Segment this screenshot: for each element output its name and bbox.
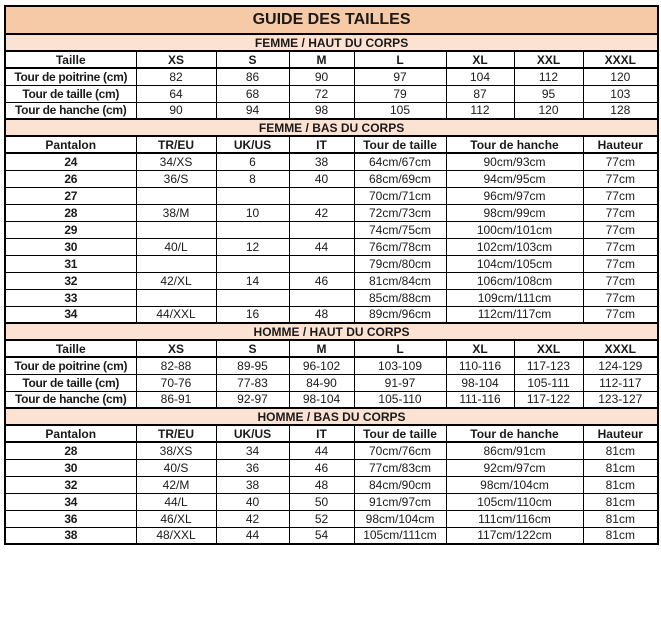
value-cell: 81cm [583,442,658,459]
value-cell [136,289,216,306]
column-header: Tour de taille [354,425,446,442]
value-cell: 105cm/111cm [354,527,446,544]
value-cell: 77cm [583,187,658,204]
value-cell: 54 [289,527,354,544]
value-cell: 44 [289,442,354,459]
column-header-row [5,51,658,68]
value-cell: 36/S [136,170,216,187]
value-cell: 52 [289,510,354,527]
value-cell: 68 [216,85,289,102]
table-row [5,357,658,374]
value-cell: 86-91 [136,391,216,408]
column-header: XS [136,51,216,68]
value-cell: 77cm [583,289,658,306]
value-cell: 90 [136,102,216,119]
value-cell: 82 [136,68,216,85]
value-cell: 87 [446,85,514,102]
table-row [5,85,658,102]
value-cell: 42 [289,204,354,221]
value-cell: 120 [583,68,658,85]
row-label-cell: 31 [5,255,136,272]
value-cell: 74cm/75cm [354,221,446,238]
section-heading: HOMME / HAUT DU CORPS [5,323,658,340]
value-cell: 112-117 [583,374,658,391]
value-cell: 34 [216,442,289,459]
column-header: Tour de hanche [446,136,583,153]
value-cell: 112cm/117cm [446,306,583,323]
value-cell: 16 [216,306,289,323]
value-cell: 12 [216,238,289,255]
value-cell: 48 [289,306,354,323]
value-cell: 77cm/83cm [354,459,446,476]
value-cell: 98cm/99cm [446,204,583,221]
value-cell: 40 [216,493,289,510]
value-cell: 104cm/105cm [446,255,583,272]
value-cell: 48/XXL [136,527,216,544]
value-cell [289,255,354,272]
value-cell: 46/XL [136,510,216,527]
value-cell: 112 [446,102,514,119]
value-cell: 36 [216,459,289,476]
table-row [5,459,658,476]
column-header: IT [289,425,354,442]
column-header: Tour de taille [354,136,446,153]
value-cell: 38 [289,153,354,170]
value-cell: 81cm [583,527,658,544]
value-cell: 42/M [136,476,216,493]
value-cell: 105 [354,102,446,119]
table-row [5,527,658,544]
table-row [5,272,658,289]
table-row [5,306,658,323]
table-row [5,493,658,510]
section-band [5,323,658,340]
value-cell: 98-104 [289,391,354,408]
row-label-cell: 38 [5,527,136,544]
row-label-cell: 29 [5,221,136,238]
value-cell [289,221,354,238]
value-cell: 81cm [583,510,658,527]
value-cell [136,187,216,204]
value-cell: 86 [216,68,289,85]
value-cell: 84cm/90cm [354,476,446,493]
row-label-cell: 28 [5,442,136,459]
value-cell: 14 [216,272,289,289]
value-cell: 111cm/116cm [446,510,583,527]
value-cell [216,255,289,272]
value-cell: 38/M [136,204,216,221]
column-header: S [216,51,289,68]
value-cell: 77cm [583,221,658,238]
value-cell: 124-129 [583,357,658,374]
column-header: Hauteur [583,136,658,153]
column-header: XS [136,340,216,357]
value-cell: 42/XL [136,272,216,289]
value-cell: 76cm/78cm [354,238,446,255]
value-cell: 105-111 [514,374,583,391]
value-cell: 105cm/110cm [446,493,583,510]
column-header: UK/US [216,425,289,442]
column-header: TR/EU [136,136,216,153]
value-cell: 77-83 [216,374,289,391]
value-cell: 77cm [583,204,658,221]
column-header: L [354,340,446,357]
table-row [5,102,658,119]
table-row [5,153,658,170]
value-cell: 89cm/96cm [354,306,446,323]
value-cell: 112 [514,68,583,85]
value-cell: 81cm [583,476,658,493]
value-cell: 81cm [583,459,658,476]
value-cell: 117-122 [514,391,583,408]
value-cell: 89-95 [216,357,289,374]
value-cell: 81cm [583,493,658,510]
column-header: Taille [5,51,136,68]
column-header: IT [289,136,354,153]
row-label-cell: Tour de poitrine (cm) [5,68,136,85]
value-cell: 98cm/104cm [354,510,446,527]
value-cell: 68cm/69cm [354,170,446,187]
table-row [5,255,658,272]
value-cell: 117cm/122cm [446,527,583,544]
value-cell: 123-127 [583,391,658,408]
value-cell: 48 [289,476,354,493]
value-cell: 128 [583,102,658,119]
value-cell: 90 [289,68,354,85]
row-label-cell: Tour de taille (cm) [5,374,136,391]
value-cell: 77cm [583,170,658,187]
row-label-cell: Tour de hanche (cm) [5,391,136,408]
value-cell: 38/XS [136,442,216,459]
value-cell: 8 [216,170,289,187]
value-cell: 100cm/101cm [446,221,583,238]
value-cell: 44/XXL [136,306,216,323]
value-cell: 44 [216,527,289,544]
value-cell: 6 [216,153,289,170]
value-cell: 97 [354,68,446,85]
value-cell [216,187,289,204]
value-cell: 40/L [136,238,216,255]
table-row [5,204,658,221]
value-cell: 46 [289,459,354,476]
value-cell: 38 [216,476,289,493]
column-header: XXL [514,340,583,357]
value-cell [289,289,354,306]
value-cell: 92cm/97cm [446,459,583,476]
column-header: UK/US [216,136,289,153]
row-label-cell: Tour de taille (cm) [5,85,136,102]
value-cell: 77cm [583,238,658,255]
value-cell: 111-116 [446,391,514,408]
column-header: XL [446,51,514,68]
section-heading: FEMME / BAS DU CORPS [5,119,658,136]
table-row [5,187,658,204]
value-cell: 94cm/95cm [446,170,583,187]
table-row [5,221,658,238]
table-row [5,476,658,493]
column-header: XXL [514,51,583,68]
value-cell: 84-90 [289,374,354,391]
value-cell [136,255,216,272]
value-cell: 109cm/111cm [446,289,583,306]
table-row [5,510,658,527]
column-header: M [289,51,354,68]
table-row [5,374,658,391]
row-label-cell: 26 [5,170,136,187]
value-cell: 10 [216,204,289,221]
column-header-row [5,340,658,357]
value-cell: 77cm [583,255,658,272]
value-cell: 90cm/93cm [446,153,583,170]
column-header-row [5,425,658,442]
column-header: XXXL [583,51,658,68]
table-row [5,289,658,306]
value-cell: 117-123 [514,357,583,374]
size-guide-table [4,5,659,545]
column-header: Taille [5,340,136,357]
value-cell: 77cm [583,272,658,289]
value-cell: 81cm/84cm [354,272,446,289]
row-label-cell: Tour de poitrine (cm) [5,357,136,374]
table-row [5,442,658,459]
column-header: Tour de hanche [446,425,583,442]
section-band [5,34,658,51]
row-label-cell: 30 [5,459,136,476]
value-cell: 94 [216,102,289,119]
value-cell: 34/XS [136,153,216,170]
title-row [5,6,658,34]
value-cell: 72 [289,85,354,102]
value-cell: 91cm/97cm [354,493,446,510]
table-row [5,238,658,255]
value-cell: 104 [446,68,514,85]
value-cell: 79 [354,85,446,102]
section-heading: HOMME / BAS DU CORPS [5,408,658,425]
row-label-cell: 27 [5,187,136,204]
column-header: S [216,340,289,357]
column-header: XXXL [583,340,658,357]
row-label-cell: 34 [5,493,136,510]
value-cell: 70cm/71cm [354,187,446,204]
column-header: M [289,340,354,357]
column-header: Hauteur [583,425,658,442]
row-label-cell: 33 [5,289,136,306]
value-cell [136,221,216,238]
value-cell: 44 [289,238,354,255]
row-label-cell: 30 [5,238,136,255]
value-cell: 70cm/76cm [354,442,446,459]
value-cell: 92-97 [216,391,289,408]
section-band [5,119,658,136]
value-cell: 98-104 [446,374,514,391]
value-cell: 110-116 [446,357,514,374]
value-cell: 120 [514,102,583,119]
column-header: Pantalon [5,136,136,153]
column-header-row [5,136,658,153]
value-cell: 98 [289,102,354,119]
column-header: XL [446,340,514,357]
value-cell: 46 [289,272,354,289]
row-label-cell: 32 [5,476,136,493]
value-cell: 103-109 [354,357,446,374]
row-label-cell: 36 [5,510,136,527]
value-cell: 72cm/73cm [354,204,446,221]
value-cell: 91-97 [354,374,446,391]
value-cell: 77cm [583,153,658,170]
section-band [5,408,658,425]
row-label-cell: 24 [5,153,136,170]
value-cell: 86cm/91cm [446,442,583,459]
section-heading: FEMME / HAUT DU CORPS [5,34,658,51]
value-cell: 102cm/103cm [446,238,583,255]
value-cell: 64cm/67cm [354,153,446,170]
row-label-cell: 32 [5,272,136,289]
value-cell: 82-88 [136,357,216,374]
value-cell: 64 [136,85,216,102]
value-cell [216,289,289,306]
value-cell: 105-110 [354,391,446,408]
value-cell: 79cm/80cm [354,255,446,272]
value-cell: 85cm/88cm [354,289,446,306]
value-cell: 98cm/104cm [446,476,583,493]
value-cell [289,187,354,204]
column-header: Pantalon [5,425,136,442]
column-header: TR/EU [136,425,216,442]
row-label-cell: Tour de hanche (cm) [5,102,136,119]
value-cell: 95 [514,85,583,102]
page-title: GUIDE DES TAILLES [5,6,658,34]
value-cell: 42 [216,510,289,527]
value-cell: 96-102 [289,357,354,374]
table-row [5,170,658,187]
value-cell: 106cm/108cm [446,272,583,289]
row-label-cell: 34 [5,306,136,323]
value-cell: 40/S [136,459,216,476]
value-cell: 96cm/97cm [446,187,583,204]
table-row [5,391,658,408]
row-label-cell: 28 [5,204,136,221]
value-cell: 40 [289,170,354,187]
value-cell: 44/L [136,493,216,510]
value-cell: 103 [583,85,658,102]
value-cell [216,221,289,238]
value-cell: 77cm [583,306,658,323]
value-cell: 70-76 [136,374,216,391]
column-header: L [354,51,446,68]
table-row [5,68,658,85]
value-cell: 50 [289,493,354,510]
